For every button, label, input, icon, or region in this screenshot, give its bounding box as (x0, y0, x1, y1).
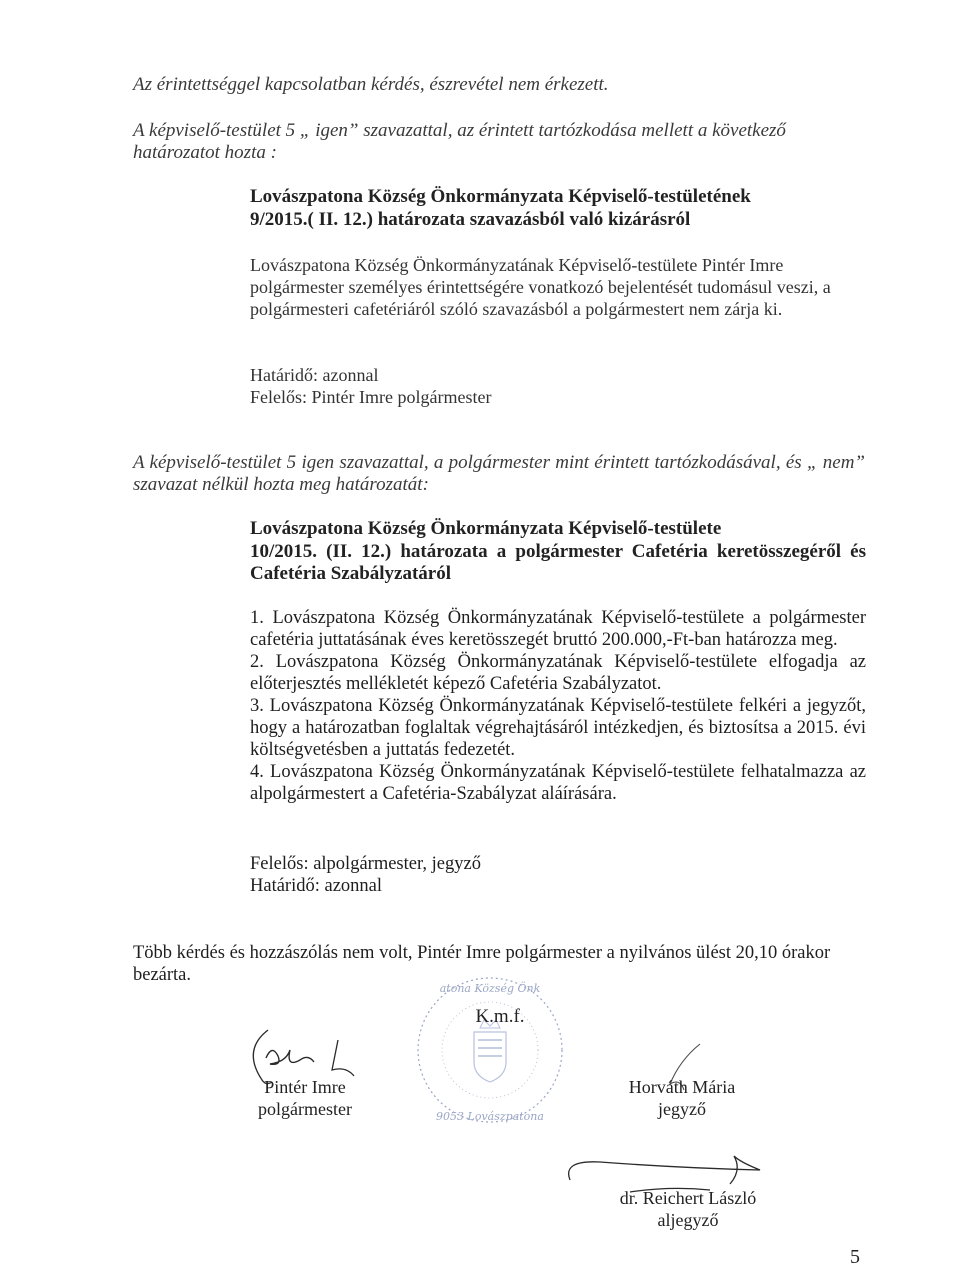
resolution-10-item-2: 2. Lovászpatona Község Önkormányzatának Képviselő-testülete elfogadja az előterjesztés mellékletét képező Cafetéria Szabályzatot. (250, 652, 866, 694)
mayor-name: Pintér Imre (264, 1077, 346, 1097)
svg-text:9053 Lovászpatona: 9053 Lovászpatona (436, 1110, 544, 1123)
resolution-10-items (250, 607, 866, 805)
notary-title: jegyző (658, 1099, 706, 1119)
vote-statement-1: A képviselő-testület 5 „ igen” szavazattal, az érintett tartózkodása mellett a következő határozatot hozta : (133, 120, 786, 163)
resolution-9-heading-line2: 9/2015.( II. 12.) határozata szavazásból való kizárásról (250, 209, 691, 230)
resolution-9-responsible: Felelős: Pintér Imre polgármester (250, 387, 492, 407)
mayor-title: polgármester (258, 1099, 352, 1119)
kmf-label: K.m.f. (475, 1006, 525, 1027)
resolution-9-body: Lovászpatona Község Önkormányzatának Képviselő-testülete Pintér Imre polgármester személyes érintettségére vonatkozó bejelentését tudomásul veszi, a polgármesteri cafetériáról szóló szavazásból a polgármestert nem zárja ki. (250, 255, 831, 319)
resolution-9-deadline: Határidő: azonnal (250, 365, 379, 385)
resolution-10-heading-line2: 10/2015. (II. 12.) határozata a polgármester Cafetéria keretösszegéről és Cafetéria Szabályzatáról (250, 541, 866, 584)
resolution-10-item-3: 3. Lovászpatona Község Önkormányzatának Képviselő-testülete felkéri a jegyzőt, hogy a határozatban foglaltak végrehajtásáról intézkedjen, és biztosítsa a 2015. évi költségvetésben a juttatás fedezetét. (250, 696, 866, 760)
resolution-10-item-4: 4. Lovászpatona Község Önkormányzatának Képviselő-testülete felhatalmazza az alpolgármestert a Cafetéria-Szabályzat aláírására. (250, 762, 866, 804)
no-questions-note: Az érintettséggel kapcsolatban kérdés, észrevétel nem érkezett. (133, 74, 609, 95)
svg-text:atona Község Önk: atona Község Önk (439, 982, 541, 995)
resolution-10-item-1: 1. Lovászpatona Község Önkormányzatának Képviselő-testülete a polgármester cafetéria juttatásának éves keretösszegét bruttó 200.000,-Ft-ban határozza meg. (250, 608, 866, 650)
notary-name: Horváth Mária (628, 1077, 736, 1097)
official-seal (410, 970, 570, 1130)
page-number: 5 (850, 1246, 860, 1268)
resolution-10-deadline: Határidő: azonnal (250, 876, 383, 896)
vote-statement-2: A képviselő-testület 5 igen szavazattal, a polgármester mint érintett tartózkodásával, és „ nem” szavazat nélkül hozta meg határozatát: (133, 452, 865, 495)
deputy-notary-name: dr. Reichert László (619, 1188, 757, 1208)
resolution-10-responsible: Felelős: alpolgármester, jegyző (250, 854, 481, 874)
resolution-9-heading-line1: Lovászpatona Község Önkormányzata Képviselő-testületének (250, 186, 751, 207)
closing-statement: Több kérdés és hozzászólás nem volt, Pintér Imre polgármester a nyilvános ülést 20,10 órakor bezárta. (133, 943, 831, 985)
resolution-10-heading-line1: Lovászpatona Község Önkormányzata Képviselő-testülete (250, 518, 722, 539)
deputy-notary-title: aljegyző (657, 1210, 719, 1230)
